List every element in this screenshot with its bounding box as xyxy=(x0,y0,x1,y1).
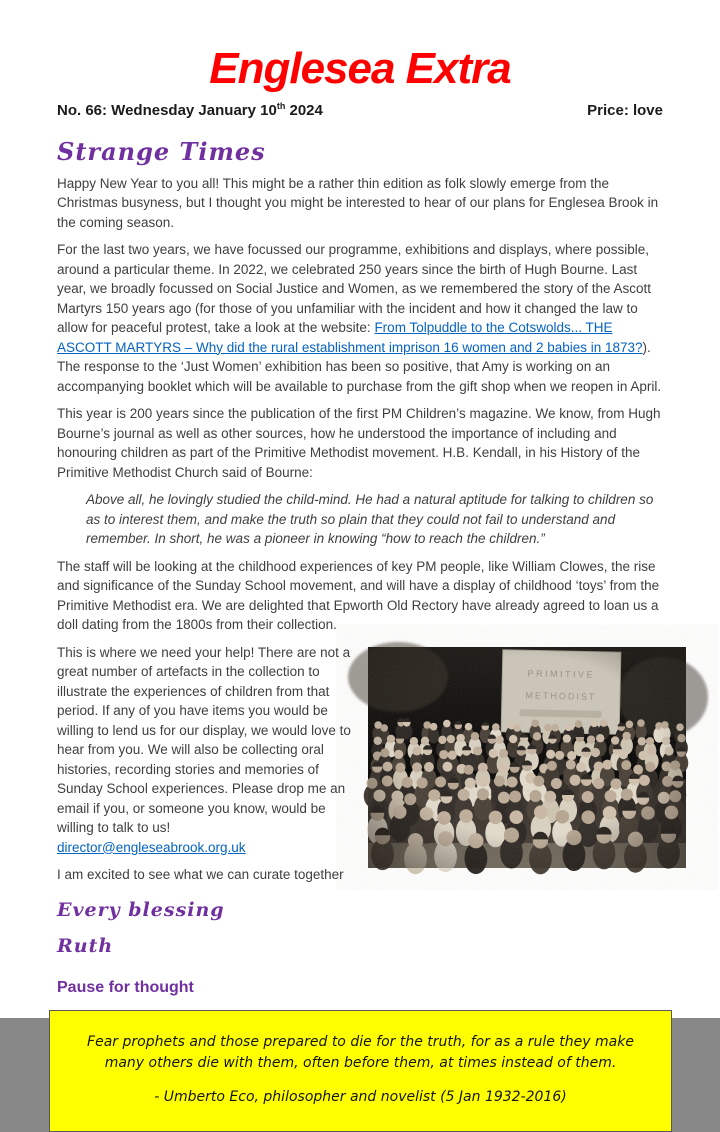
eco-attribution: - Umberto Eco, philosopher and novelist (5 Jan 1932-2016) xyxy=(154,1088,567,1105)
article-heading: Strange Times xyxy=(57,136,266,166)
paragraph-magazine: This year is 200 years since the publication of the first PM Children’s magazine. We know, from Hugh Bourne’s journal as well as other sources, how he understood the importance of including and honouring children as part of the Primitive Methodist movement. H.B. Kendall, in his History of the Primitive Methodist Church said of Bourne: xyxy=(57,406,661,480)
issue-date xyxy=(57,102,323,119)
paragraph-themes-text-after: ). The response to the ‘Just Women’ exhibition has been so positive, that Amy is working on an accompanying booklet which will be available to purchase from the gift shop when we reopen in April. xyxy=(57,339,662,394)
signoff-name: Ruth xyxy=(57,934,114,957)
kendall-quote: Above all, he lovingly studied the child-mind. He had a natural aptitude for talking to children so as to interest them, and make the truth so plain that they could not fail to understand and remember. In short, he was a pioneer in knowing “how to reach the children.” xyxy=(86,492,654,547)
paragraph-appeal-text: This is where we need your help! There are not a great number of artefacts in the collection to illustrate the experiences of children from that period. If any of you have items you would be willing to lend us for our display, we would love to hear from you. We will also be collecting oral histories, recording stories and memories of Sunday School experiences. Please drop me an email if you, or someone you know, would be willing to talk to us! xyxy=(57,644,351,836)
price-label: Price: love xyxy=(587,101,663,119)
paragraph-themes xyxy=(57,240,663,396)
signoff-blessing: Every blessing xyxy=(57,898,225,921)
director-email-link[interactable]: director@engleseabrook.org.uk xyxy=(57,839,246,855)
help-section xyxy=(57,643,663,957)
eco-quote-text: Fear prophets and those prepared to die for the truth, for as a rule they make many others die with them, often before them, at times instead of them. xyxy=(87,1033,634,1071)
group-photo xyxy=(368,647,686,868)
issue-date-year: 2024 xyxy=(285,101,323,119)
newsletter-title: Englesea Extra xyxy=(209,44,511,93)
paragraph-excited: I am excited to see what we can curate together xyxy=(57,867,344,883)
paragraph-staff-plans: The staff will be looking at the childhood experiences of key PM people, like William Clowes, the rise and significance of the Sunday School movement, and will have a display of childhood ‘toys’ from the Primitive Methodist era. We are delighted that Epworth Old Rectory have already agreed to loan us a doll dating from the 1800s from their collection. xyxy=(57,558,660,633)
issue-row xyxy=(57,102,663,119)
ascott-martyrs-link[interactable]: From Tolpuddle to the Cotswolds... THE ASCOTT MARTYRS – Why did the rural establishment imprison 16 women and 2 babies in 1873? xyxy=(57,320,643,355)
pause-for-thought-heading: Pause for thought xyxy=(57,978,194,996)
paragraph-intro: Happy New Year to you all! This might be a rather thin edition as folk slowly emerge from the Christmas busyness, but I thought you might be interested to hear of our plans for Englesea Brook in the coming season. xyxy=(57,175,659,230)
paragraph-themes-text: For the last two years, we have focussed our programme, exhibitions and displays, where possible, around a particular theme. In 2022, we celebrated 250 years since the birth of Hugh Bourne. Last year, we broadly focussed on Social Justice and Women, as we remembered the story of the Ascott Martyrs 150 years ago (for those of you unfamiliar with the incident and how it changed the law to allow for peaceful protest, take a look at the website: xyxy=(57,242,652,336)
photo-grain xyxy=(368,647,686,868)
issue-date-text: No. 66: Wednesday January 10 xyxy=(57,101,277,119)
pause-quote-box xyxy=(49,1010,672,1132)
group-photo-svg xyxy=(368,647,686,868)
issue-date-ordinal: th xyxy=(276,100,286,111)
